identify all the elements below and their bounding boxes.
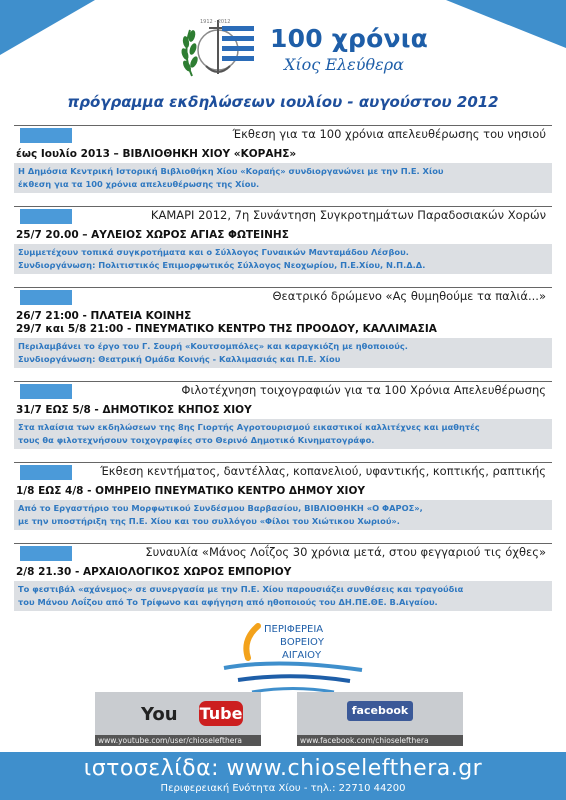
title-accent-block (20, 384, 72, 399)
event-description-line: με την υποστήριξη της Π.Ε. Χίου και του συλλόγου «Φίλοι του Χιώτικου Χωριού». (18, 516, 400, 526)
event-item (14, 462, 552, 530)
north-aegean-region-logo (218, 618, 368, 700)
event-description (14, 338, 552, 368)
title-accent-block (20, 209, 72, 224)
title-accent-block (20, 465, 72, 480)
event-description-line: Συνδιοργάνωση: Θεατρική Ομάδα Κοινής - Καλλιμασιάς και Π.Ε. Χίου (18, 354, 341, 364)
youtube-url[interactable]: www.youtube.com/user/chioselefthera (95, 735, 261, 746)
event-description-line: Η Δημόσια Κεντρική Ιστορική Βιβλιοθήκη Χίου «Κοραής» συνδιοργανώνει με την Π.Ε. Χίου (18, 166, 444, 176)
brand-title (270, 24, 428, 74)
brand-main-text: 100 χρόνια (270, 24, 429, 53)
title-accent-block (20, 546, 72, 561)
youtube-word: You (141, 704, 178, 725)
event-date-location: έως Ιουλίο 2013 – ΒΙΒΛΙΟΘΗΚΗ ΧΙΟΥ «ΚΟΡΑΗΣ» (16, 148, 297, 160)
contact-line: Περιφερειακή Ενότητα Χίου - τηλ.: 22710 44200 (160, 783, 406, 794)
event-title: Συναυλία «Μάνος Λοΐζος 30 χρόνια μετά, στου φεγγαριού τις όχθες» (145, 545, 546, 559)
event-title-bar (14, 125, 552, 146)
facebook-link-thumbnail[interactable] (297, 692, 463, 746)
event-description-line: Το φεστιβάλ «αχάνεμος» σε συνεργασία με την Π.Ε. Χίου παρουσιάζει συνθέσεις και τραγούδια (18, 584, 464, 594)
event-description-line: τους θα φιλοτεχνήσουν τοιχογραφίες στο Θερινό Δημοτικό Κινηματογράφο. (18, 435, 375, 445)
event-date-location: 1/8 ΕΩΣ 4/8 - ΟΜΗΡΕΙΟ ΠΝΕΥΜΑΤΙΚΟ ΚΕΝΤΡΟ ΔΗΜΟΥ ΧΙΟΥ (16, 485, 365, 497)
event-item (14, 381, 552, 449)
corner-decoration-left (0, 0, 95, 55)
event-item (14, 543, 552, 611)
event-title-bar (14, 381, 552, 402)
event-item (14, 287, 552, 368)
event-title: Έκθεση κεντήματος, δαντέλλας, κοπανελιού, υφαντικής, κοπτικής, ραπτικής (100, 464, 546, 478)
event-description-line: Συμμετέχουν τοπικά συγκροτήματα και ο Σύλλογος Γυναικών Μανταμάδου Λέσβου. (18, 247, 409, 257)
event-description-line: Στα πλαίσια των εκδηλώσεων της 8ης Γιορτής Αγροτουρισμού εικαστικοί καλλιτέχνες και μαθητές (18, 422, 480, 432)
title-accent-block (20, 128, 72, 143)
event-item (14, 125, 552, 193)
event-title-bar (14, 543, 552, 564)
corner-decoration-right (446, 0, 566, 48)
youtube-link-thumbnail[interactable] (95, 692, 261, 746)
event-date-location: 31/7 ΕΩΣ 5/8 - ΔΗΜΟΤΙΚΟΣ ΚΗΠΟΣ ΧΙΟΥ (16, 404, 252, 416)
event-date-location: 2/8 21.30 - ΑΡΧΑΙΟΛΟΓΙΚΟΣ ΧΩΡΟΣ ΕΜΠΟΡΙΟΥ (16, 566, 292, 578)
event-description-line: έκθεση για τα 100 χρόνια απελευθέρωσης της Χίου. (18, 179, 260, 189)
website-address[interactable]: ιστοσελίδα: www.chioselefthera.gr (83, 756, 483, 781)
program-headline: πρόγραμμα εκδηλώσεων ιουλίου - αυγούστου 2012 (67, 93, 499, 111)
region-line-1: ΠΕΡΙΦΕΡΕΙΑ (264, 624, 324, 635)
event-title: ΚΑΜΑΡΙ 2012, 7η Συνάντηση Συγκροτημάτων Παραδοσιακών Χορών (150, 208, 546, 222)
logo-years: 1912 - 2012 (200, 19, 231, 25)
event-title: Θεατρικό δρώμενο «Ας θυμηθούμε τα παλιά...» (272, 289, 546, 303)
event-description (14, 581, 552, 611)
event-title-bar (14, 287, 552, 308)
events-list (14, 125, 552, 624)
youtube-logo-icon: Tube (199, 701, 243, 726)
event-date-location: 29/7 και 5/8 21:00 - ΠΝΕΥΜΑΤΙΚΟ ΚΕΝΤΡΟ ΤΗΣ ΠΡΟΟΔΟΥ, ΚΑΛΛΙΜΑΣΙΑ (16, 323, 437, 335)
region-line-3: ΑΙΓΑΙΟΥ (282, 650, 322, 661)
event-description (14, 163, 552, 193)
title-accent-block (20, 290, 72, 305)
event-description-line: Από το Εργαστήριο του Μορφωτικού Συνδέσμου Βαρβασίου, ΒΙΒΛΙΟΘΗΚΗ «Ο ΦΑΡΟΣ», (18, 503, 423, 513)
event-title-bar (14, 462, 552, 483)
event-title: Έκθεση για τα 100 χρόνια απελευθέρωσης του νησιού (232, 127, 546, 141)
event-description-line: Συνδιοργάνωση: Πολιτιστικός Επιμορφωτικός Σύλλογος Νεοχωρίου, Π.Ε.Χίου, Ν.Π.Δ.Δ. (18, 260, 426, 270)
brand-sub-text: Χίος Ελεύθερα (284, 55, 404, 74)
event-date-location: 26/7 21:00 - ΠΛΑΤΕΙΑ ΚΟΙΝΗΣ (16, 310, 192, 322)
event-description-line: Περιλαμβάνει το έργο του Γ. Σουρή «Κουτσομπόλες» και καραγκιόζη με ηθοποιούς. (18, 341, 408, 351)
facebook-logo-icon: facebook (347, 701, 413, 721)
event-title: Φιλοτέχνηση τοιχογραφιών για τα 100 Χρόνια Απελευθέρωσης (181, 383, 546, 397)
event-date-location: 25/7 20.00 – ΑΥΛΕΙΟΣ ΧΩΡΟΣ ΑΓΙΑΣ ΦΩΤΕΙΝΗΣ (16, 229, 289, 241)
centennial-emblem-icon (178, 14, 258, 84)
event-description-line: του Μάνου Λοΐζου από Το Τρίφωνο και αφήγηση από ηθοποιούς του ΔΗ.ΠΕ.ΘΕ. Β.Αιγαίου. (18, 597, 438, 607)
facebook-url[interactable]: www.facebook.com/chioselefthera (297, 735, 463, 746)
event-description (14, 244, 552, 274)
event-description (14, 500, 552, 530)
event-title-bar (14, 206, 552, 227)
event-item (14, 206, 552, 274)
event-description (14, 419, 552, 449)
region-line-2: ΒΟΡΕΙΟΥ (280, 637, 325, 648)
